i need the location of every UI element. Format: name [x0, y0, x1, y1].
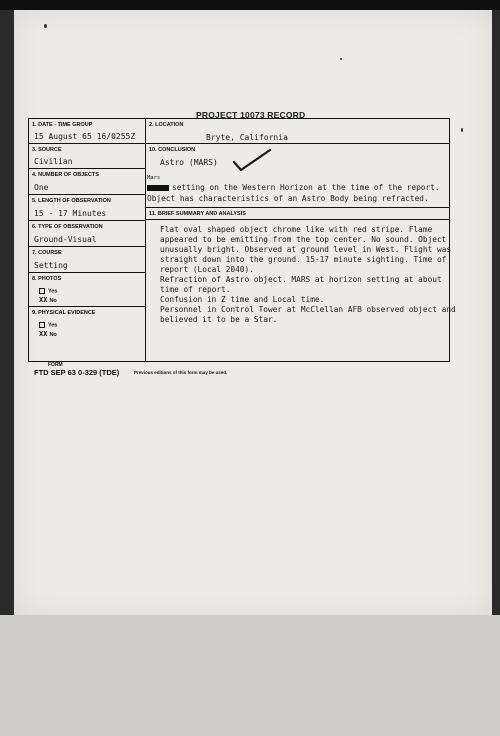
handwritten-checkmark-icon: [232, 148, 272, 174]
photos-no-option: XX No: [39, 296, 57, 304]
date-time-group-value: 15 August 65 16/0255Z: [34, 132, 136, 141]
checkbox-marked-icon: XX: [39, 296, 48, 304]
conclusion-label: 10. CONCLUSION: [149, 147, 196, 153]
photos-cell: [29, 273, 145, 307]
number-of-objects-label: 4. NUMBER OF OBJECTS: [32, 172, 99, 178]
handwritten-note: Mars: [147, 175, 161, 181]
conclusion-value: Astro (MARS): [160, 158, 218, 167]
brief-summary-line: appeared to be emitting from the top center. No sound. Object: [160, 235, 447, 244]
redaction-bar: [147, 185, 169, 191]
brief-summary-line: unusually bright. Observed at ground level in West. Flight was: [160, 245, 452, 254]
checkbox-marked-icon: XX: [39, 330, 48, 338]
lower-page-edge: [0, 615, 500, 736]
physical-evidence-cell: [29, 307, 145, 361]
brief-summary-line: time of report.: [160, 285, 231, 294]
length-of-observation-cell: [29, 195, 145, 221]
course-value: Setting: [34, 261, 68, 270]
checkbox-empty-icon: [39, 288, 45, 294]
brief-summary-line: straight down into the ground. 15-17 minute sighting. Time of: [160, 255, 447, 264]
type-of-observation-label: 6. TYPE OF OBSERVATION: [32, 224, 103, 230]
scan-speck: [461, 128, 463, 132]
scan-top-edge: [0, 0, 500, 10]
source-value: Civilian: [34, 157, 73, 166]
photos-yes-option: Yes: [39, 288, 57, 294]
brief-summary-line: Flat oval shaped object chrome like with red stripe. Flame: [160, 225, 433, 234]
conclusion-note-line: Object has characteristics of an Astro Body being refracted.: [147, 194, 429, 203]
length-of-observation-label: 5. LENGTH OF OBSERVATION: [32, 198, 111, 204]
physical-evidence-no-option: XX No: [39, 330, 57, 338]
scan-speck: [340, 58, 342, 60]
form-word: FORM: [48, 362, 63, 368]
date-time-group-label: 1. DATE - TIME GROUP: [32, 122, 93, 128]
brief-summary-line: report (Local 2040).: [160, 265, 254, 274]
course-label: 7. COURSE: [32, 250, 62, 256]
number-of-objects-cell: [29, 169, 145, 195]
brief-summary-label: 11. BRIEF SUMMARY AND ANALYSIS: [149, 211, 246, 217]
form-number: FTD SEP 63 0-329 (TDE): [34, 368, 120, 377]
brief-summary-line: Personnel in Control Tower at McClellan AFB observed object and: [160, 305, 456, 314]
previous-editions-note: Previous editions of this form may be used.: [134, 370, 228, 375]
number-of-objects-value: One: [34, 183, 49, 192]
source-cell: [29, 144, 145, 169]
location-label: 2. LOCATION: [149, 122, 184, 128]
location-value: Bryte, California: [206, 133, 288, 142]
length-of-observation-value: 15 - 17 Minutes: [34, 209, 107, 218]
conclusion-note-line: setting on the Western Horizon at the time of the report.: [147, 183, 440, 193]
type-of-observation-value: Ground-Visual: [34, 235, 97, 244]
date-time-group-cell: [29, 119, 145, 144]
location-cell: [146, 119, 449, 144]
form-title: PROJECT 10073 RECORD: [196, 110, 306, 120]
brief-summary-line: Confusion in Z time and Local time.: [160, 295, 325, 304]
type-of-observation-cell: [29, 221, 145, 247]
brief-summary-cell: [146, 207, 456, 362]
course-cell: [29, 247, 145, 273]
physical-evidence-yes-option: Yes: [39, 322, 57, 328]
source-label: 3. SOURCE: [32, 147, 62, 153]
brief-summary-line: Refraction of Astro object. MARS at horizon setting at about: [160, 275, 442, 284]
brief-summary-line: believed it to be a Star.: [160, 315, 278, 324]
physical-evidence-label: 9. PHYSICAL EVIDENCE: [32, 310, 96, 316]
scan-speck: [44, 24, 47, 28]
checkbox-empty-icon: [39, 322, 45, 328]
photos-label: 8. PHOTOS: [32, 276, 62, 282]
form-left-column: [29, 119, 146, 361]
